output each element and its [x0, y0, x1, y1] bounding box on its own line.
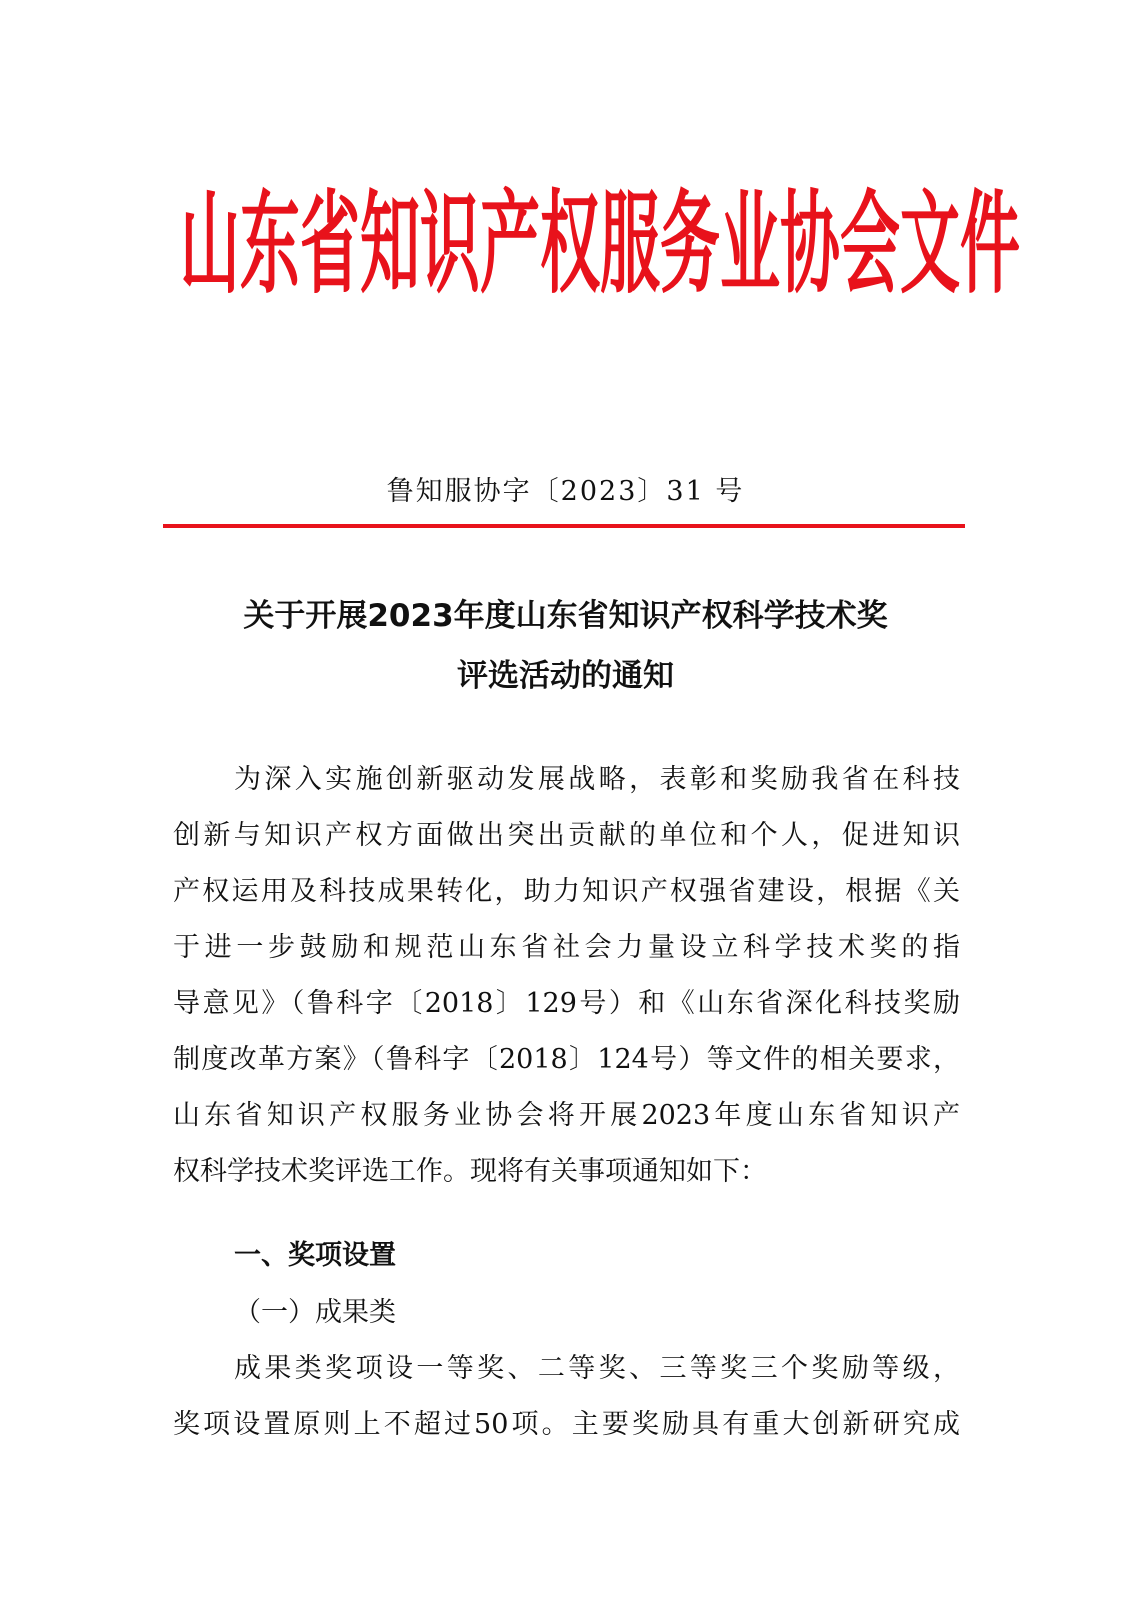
subsection-line-1: 成果类奖项设一等奖、二等奖、三等奖三个奖励等级， [234, 1353, 960, 1384]
notice-title-line-2: 评选活动的通知 [457, 658, 674, 694]
body-line-4: 于进一步鼓励和规范山东省社会力量设立科学技术奖的指 [173, 932, 960, 963]
document-number: 鲁知服协字〔2023〕31 号 [386, 476, 745, 507]
section-heading-awards: 一、奖项设置 [234, 1240, 396, 1271]
body-line-6: 制度改革方案》（鲁科字〔2018〕124号）等文件的相关要求， [173, 1044, 960, 1075]
subsection-heading-achievements: （一）成果类 [234, 1297, 396, 1328]
body-line-1: 为深入实施创新驱动发展战略，表彰和奖励我省在科技 [234, 764, 960, 795]
body-line-2: 创新与知识产权方面做出突出贡献的单位和个人，促进知识 [173, 820, 960, 851]
red-divider [163, 524, 965, 528]
body-line-3: 产权运用及科技成果转化，助力知识产权强省建设，根据《关 [173, 876, 960, 907]
masthead: 山东省知识产权服务业协会文件 [180, 180, 1020, 310]
notice-title-line-1: 关于开展2023年度山东省知识产权科学技术奖 [243, 598, 888, 634]
subsection-line-2: 奖项设置原则上不超过50项。主要奖励具有重大创新研究成 [173, 1409, 960, 1440]
body-line-5: 导意见》（鲁科字〔2018〕129号）和《山东省深化科技奖励 [173, 988, 960, 1019]
body-line-7: 山东省知识产权服务业协会将开展2023年度山东省知识产 [173, 1100, 960, 1131]
body-line-8: 权科学技术奖评选工作。现将有关事项通知如下： [173, 1156, 767, 1187]
